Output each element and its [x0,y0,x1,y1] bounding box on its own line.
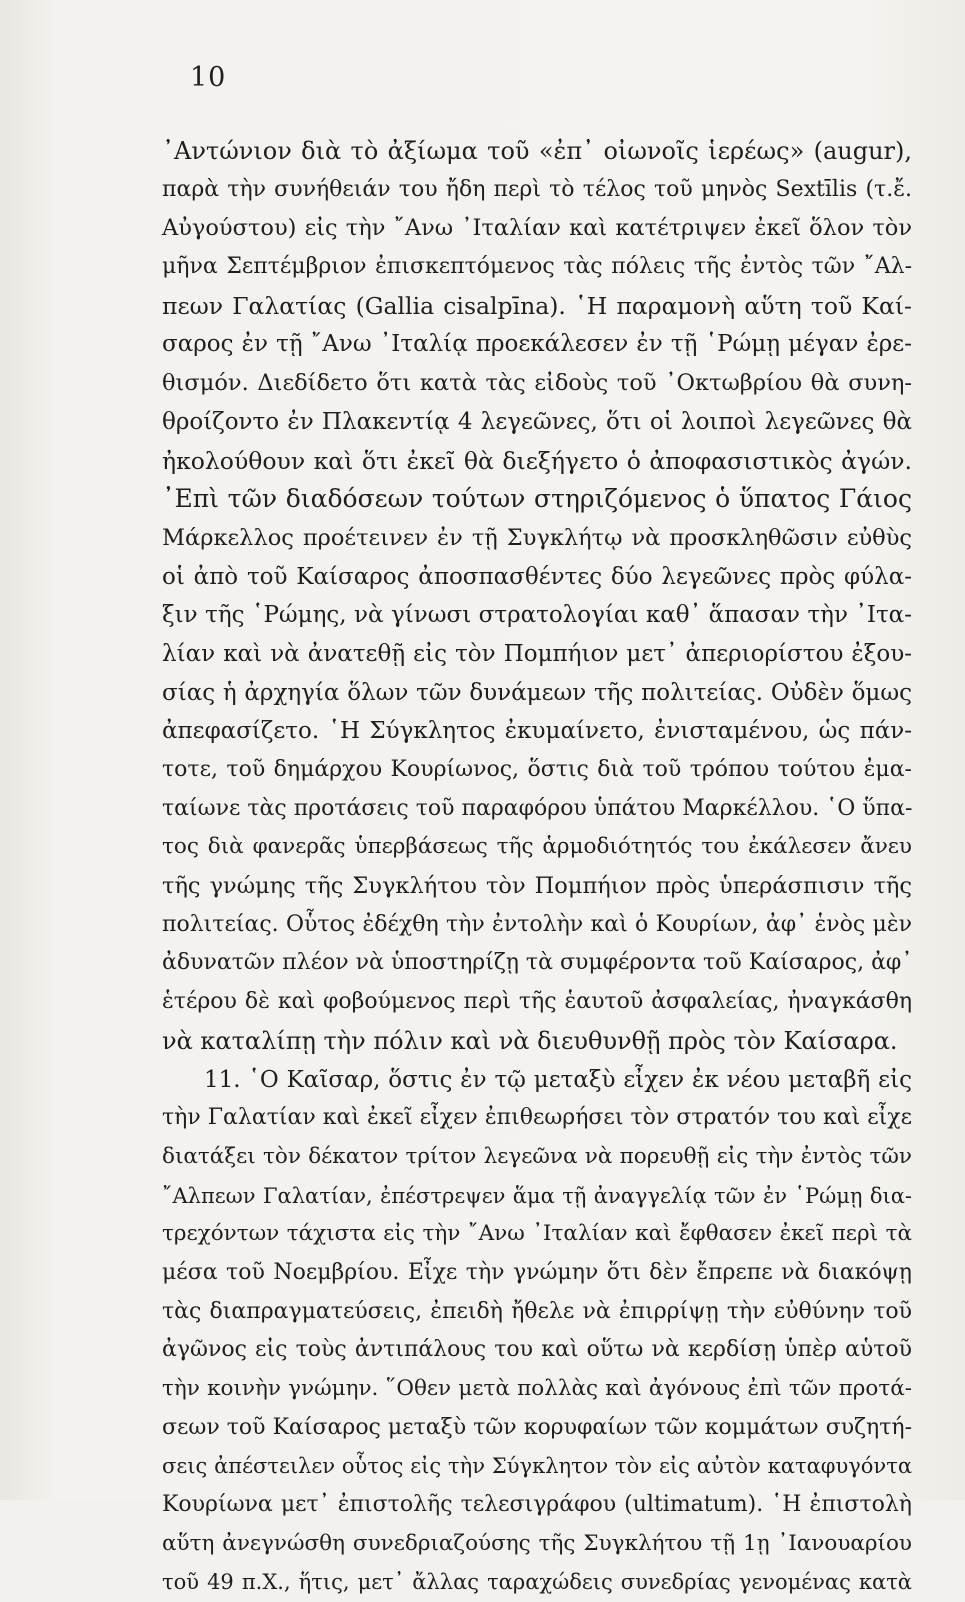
text-line: ἀγῶνος εἰς τοὺς ἀντιπάλους του καὶ οὕτω νὰ κερδίσῃ ὑπὲρ αὑτοῦ [162,1337,912,1363]
text-line: μέσα τοῦ Νοεμβρίου. Εἶχε τὴν γνώμην ὅτι δὲν ἔπρεπε νὰ διακόψῃ [162,1259,912,1285]
page-number: 10 [190,62,227,93]
text-line: τοῦ 49 π.Χ., ἥτις, μετ᾽ ἄλλας ταραχώδεις συνεδρίας γενομένας κατὰ [162,1570,912,1595]
text-line: τὴν Γαλατίαν καὶ ἐκεῖ εἶχεν ἐπιθεωρήσει τὸν στρατόν του καὶ εἶχε [162,1105,912,1131]
text-line: πεων Γαλατίας (Gallia cisalpīna). ῾Η παραμονὴ αὕτη τοῦ Καί- [162,291,912,320]
text-line: λίαν καὶ νὰ ἀνατεθῇ εἰς τὸν Πομπήιον μετ᾽ ἀπεριορίστου ἐξου- [162,640,912,667]
text-line: ᾿Επὶ τῶν διαδόσεων τούτων στηριζόμενος ὁ ὕπατος Γάιος [162,484,912,514]
text-line: σεων τοῦ Καίσαρος μεταξὺ τῶν κορυφαίων τῶν κομμάτων συζητή- [162,1414,912,1440]
text-line: τῆς γνώμης τῆς Συγκλήτου τὸν Πομπήιον πρὸς ὑπεράσπισιν τῆς [162,873,912,900]
text-line: διατάξει τὸν δέκατον τρίτον λεγεῶνα νὰ πορευθῇ εἰς τὴν ἐντὸς τῶν [162,1143,912,1169]
text-line: θισμόν. Διεδίδετο ὅτι κατὰ τὰς εἰδοὺς τοῦ ᾿Οκτωβρίου θὰ συνη- [162,370,912,397]
text-line: 11. ῾Ο Καῖσαρ, ὅστις ἐν τῷ μεταξὺ εἶχεν ἐκ νέου μεταβῆ εἰς [204,1066,912,1093]
text-line: τρεχόντων τάχιστα εἰς τὴν ῎Ανω ᾿Ιταλίαν καὶ ἔφθασεν ἐκεῖ περὶ τὰ [162,1221,912,1247]
text-line: παρὰ τὴν συνήθειάν του ἤδη περὶ τὸ τέλος τοῦ μηνὸς Sextīlis (τ.ἔ. [162,176,912,202]
text-line: τοτε, τοῦ δημάρχου Κουρίωνος, ὅστις διὰ τοῦ τρόπου τούτου ἐμα- [162,757,912,782]
text-line: τὰς διαπραγματεύσεις, ἐπειδὴ ἤθελε νὰ ἐπιρρίψῃ τὴν εὐθύνην τοῦ [162,1298,912,1324]
text-line: ἀδυνατῶν πλέον νὰ ὑποστηρίζῃ τὰ συμφέροντα τοῦ Καίσαρος, ἀφ᾽ [162,950,913,976]
text-line: σίας ἡ ἀρχηγία ὅλων τῶν δυνάμεων τῆς πολιτείας. Οὐδὲν ὅμως [162,679,912,706]
text-line: πολιτείας. Οὗτος ἐδέχθη τὴν ἐντολὴν καὶ ὁ Κουρίων, ἀφ᾽ ἑνὸς μὲν [162,911,912,937]
text-line: αὕτη ἀνεγνώσθη συνεδριαζούσης τῆς Συγκλήτου τῇ 1ῃ ᾿Ιανουαρίου [162,1530,912,1556]
text-line: Αὐγούστου) εἰς τὴν ῎Ανω ᾿Ιταλίαν καὶ κατέτριψεν ἐκεῖ ὅλον τὸν [162,215,912,242]
text-line: σαρος ἐν τῇ ῎Ανω ᾿Ιταλίᾳ προεκάλεσεν ἐν τῇ ῾Ρώμῃ μέγαν ἐρε- [162,331,912,358]
text-line: νὰ καταλίπῃ τὴν πόλιν καὶ νὰ διευθυνθῇ πρὸς τὸν Καίσαρα. [162,1026,898,1055]
text-line: ῎Αλπεων Γαλατίαν, ἐπέστρεψεν ἅμα τῇ ἀναγγελίᾳ τῶν ἐν ῾Ρώμῃ δια- [162,1183,912,1208]
text-line: θροίζοντο ἐν Πλακεντίᾳ 4 λεγεῶνες, ὅτι οἱ λοιποὶ λεγεῶνες θὰ [162,408,912,435]
text-line: μῆνα Σεπτέμβριον ἐπισκεπτόμενος τὰς πόλεις τῆς ἐντὸς τῶν ῎Αλ- [162,254,912,280]
text-line: ἠκολούθουν καὶ ὅτι ἐκεῖ θὰ διεξήγετο ὁ ἀποφασιστικὸς ἀγών. [162,446,912,475]
text-line: σεις ἀπέστειλεν οὗτος εἰς τὴν Σύγκλητον τὸν εἰς αὐτὸν καταφυγόντα [162,1454,912,1479]
text-line: οἱ ἀπὸ τοῦ Καίσαρος ἀποσπασθέντες δύο λεγεῶνες πρὸς φύλα- [162,563,912,590]
text-line: ᾿Αντώνιον διὰ τὸ ἀξίωμα τοῦ «ἐπ᾽ οἰωνοῖς ἱερέως» (augur), [162,137,912,165]
text-line: ξιν τῆς ῾Ρώμης, νὰ γίνωσι στρατολογίαι καθ᾽ ἅπασαν τὴν ᾿Ιτα- [162,602,912,629]
text-line: τος διὰ φανερᾶς ὑπερβάσεως τῆς ἁρμοδιότητός του ἐκάλεσεν ἄνευ [162,834,912,860]
text-line: ἑτέρου δὲ καὶ φοβούμενος περὶ τῆς ἑαυτοῦ ἀσφαλείας, ἠναγκάσθη [162,989,912,1015]
text-line: τὴν κοινὴν γνώμην. ῞Οθεν μετὰ πολλὰς καὶ ἀγόνους ἐπὶ τῶν προτά- [162,1376,912,1401]
text-line: ταίωνε τὰς προτάσεις τοῦ παραφόρου ὑπάτου Μαρκέλλου. ῾Ο ὕπα- [162,795,913,821]
body-text [162,132,912,1602]
text-line: Κουρίωνα μετ᾽ ἐπιστολῆς τελεσιγράφου (ultimatum). ῾Η ἐπιστολὴ [162,1492,912,1518]
text-line: ἀπεφασίζετο. ῾Η Σύγκλητος ἐκυμαίνετο, ἐνισταμένου, ὡς πάν- [162,718,912,745]
text-line: Μάρκελλος προέτεινεν ἐν τῇ Συγκλήτῳ νὰ προσκληθῶσιν εὐθὺς [162,524,912,551]
